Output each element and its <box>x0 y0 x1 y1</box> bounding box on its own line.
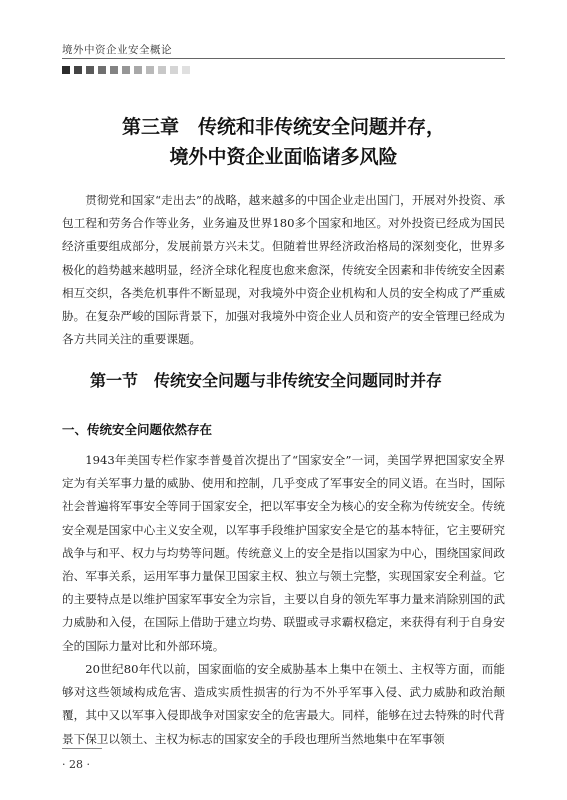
header-square <box>98 66 106 74</box>
header-square <box>158 66 166 74</box>
section-title: 第一节 传统安全问题与非传统安全问题同时并存 <box>90 371 443 390</box>
header-square-strip <box>62 66 190 74</box>
header-square <box>110 66 118 74</box>
page-number: · 28 · <box>62 758 90 771</box>
chapter-title-line-2: 境外中资企业面临诸多风险 <box>169 146 398 168</box>
running-header: 境外中资企业安全概论 <box>62 44 172 56</box>
footer-rule <box>62 748 102 749</box>
header-square <box>74 66 82 74</box>
chapter-title <box>0 112 567 172</box>
chapter-title-line-1: 第三章 传统和非传统安全问题并存， <box>121 116 445 138</box>
header-rule <box>62 58 505 59</box>
header-square <box>146 66 154 74</box>
body-paragraph-2: 20世纪80年代以前，国家面临的安全威胁基本上集中在领土、主权等方面，而能够对这些领域构成危害、造成实质性损害的行为不外乎军事入侵、武力威胁和政治颠覆，其中又以军事入侵即战争对国家安全的危害最大。同样，能够在过去特殊的时代背景下保卫以领土、主权为标志的国家安全的手段也理所当然地集中在军事领 <box>62 662 505 746</box>
intro-paragraph: 贯彻党和国家“走出去”的战略，越来越多的中国企业走出国门，开展对外投资、承包工程和劳务合作等业务，业务遍及世界180多个国家和地区。对外投资已经成为国民经济重要组成部分，发展前景方兴未艾。但随着世界经济政治格局的深刻变化，世界多极化的趋势越来越明显，经济全球化程度也愈来愈深，传统安全因素和非传统安全因素相互交织，各类危机事件不断显现，对我境外中资企业机构和人员的安全构成了严重威胁。在复杂严峻的国际背景下，加强对我境外中资企业人员和资产的安全管理已经成为各方共同关注的重要课题。 <box>62 193 505 347</box>
header-square <box>122 66 130 74</box>
header-square <box>170 66 178 74</box>
header-square <box>86 66 94 74</box>
header-square <box>62 66 70 74</box>
body-paragraph-1: 1943年美国专栏作家李普曼首次提出了“国家安全”一词，美国学界把国家安全界定为有关军事力量的威胁、使用和控制，几乎变成了军事安全的同义语。在当时，国际社会普遍将军事安全等同于国家安全，把以军事安全为核心的安全称为传统安全。传统安全观是国家中心主义安全观，以军事手段维护国家安全是它的基本特征，它主要研究战争与和平、权力与均势等问题。传统意义上的安全是指以国家为中心，围绕国家间政治、军事关系，运用军事力量保卫国家主权、独立与领土完整，实现国家安全利益。它的主要特点是以维护国家军事安全为宗旨，主要以自身的领先军事力量来消除别国的武力威胁和入侵，在国际上借助于建立均势、联盟或寻求霸权稳定，来获得有利于自身安全的国际力量对比和外部环境。 <box>62 453 505 653</box>
header-square <box>134 66 142 74</box>
subsection-title: 一、传统安全问题依然存在 <box>62 422 213 437</box>
header-square <box>182 66 190 74</box>
